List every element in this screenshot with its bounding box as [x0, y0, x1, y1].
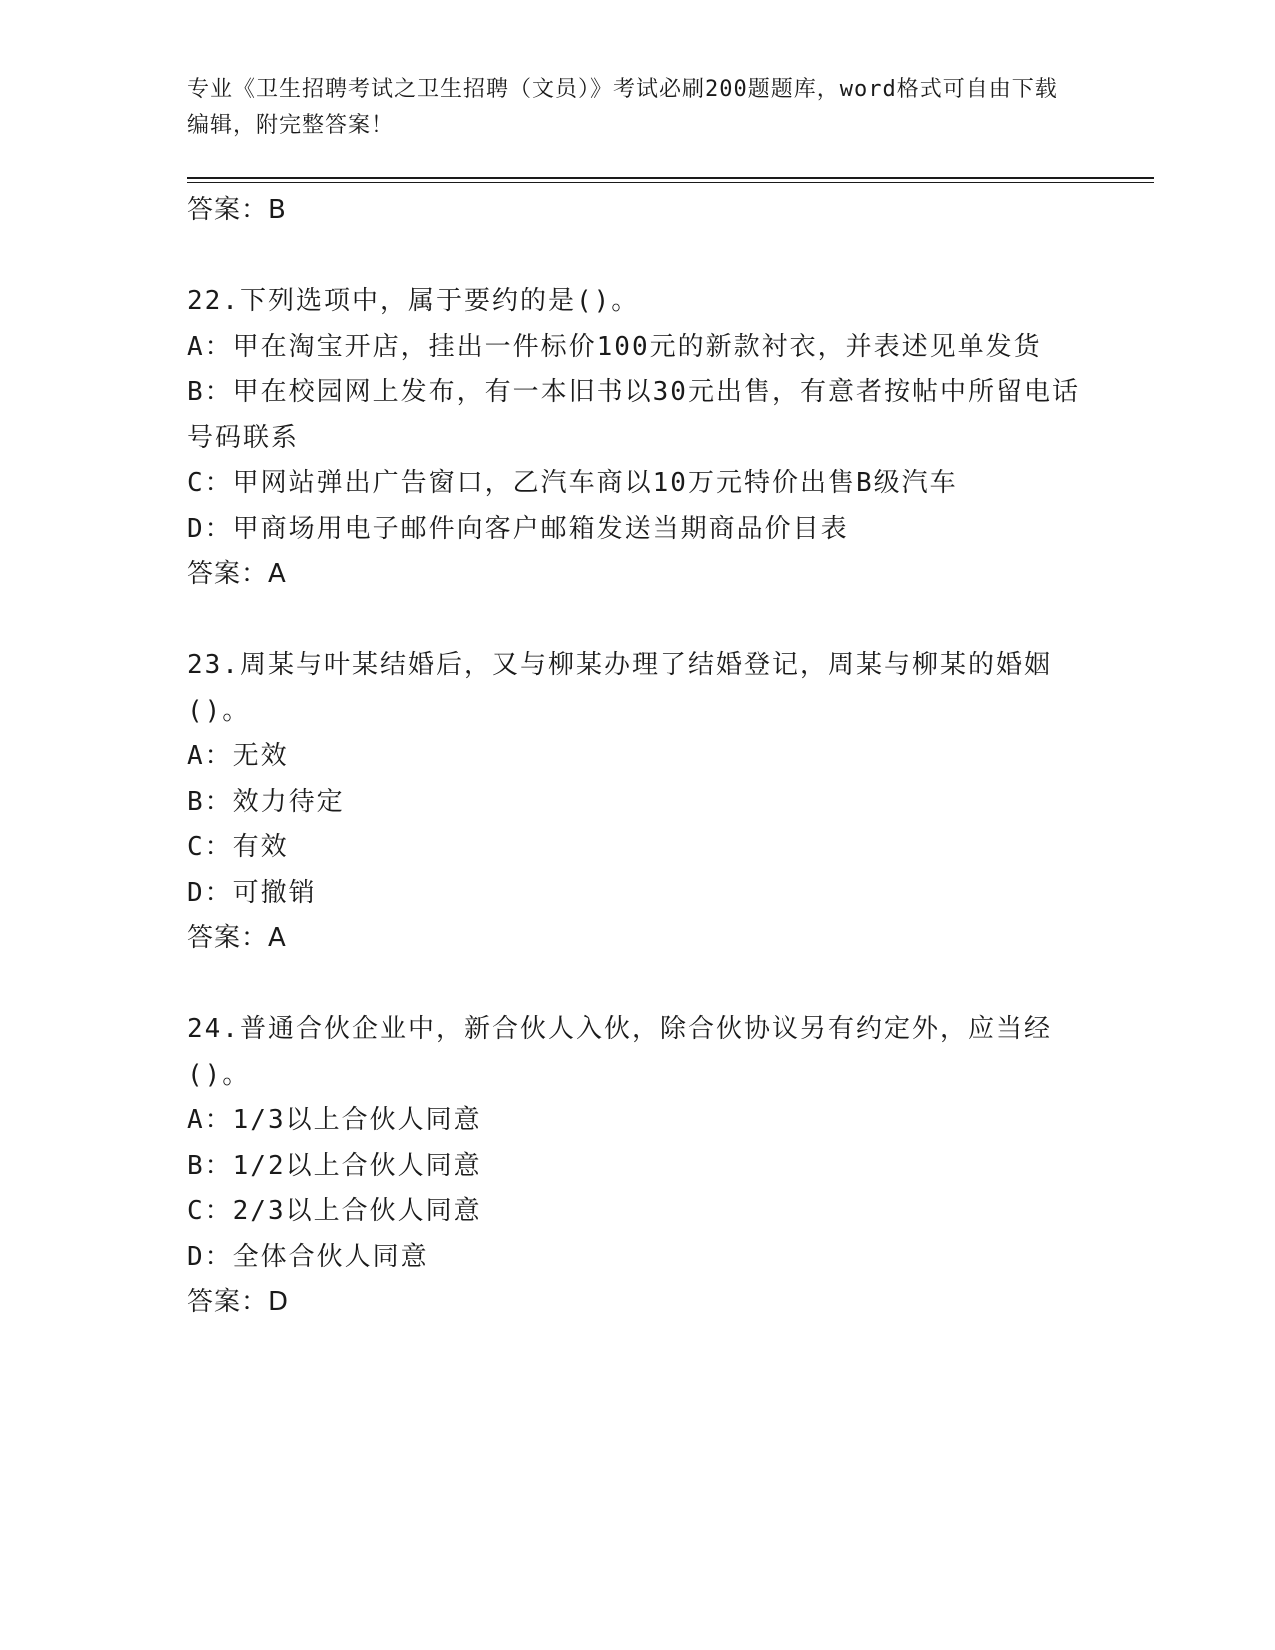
question-24: [187, 1007, 1087, 1326]
option-c: C：2/3以上合伙人同意: [187, 1196, 482, 1226]
option-c: C：甲网站弹出广告窗口，乙汽车商以10万元特价出售B级汽车: [187, 468, 958, 498]
previous-answer: 答案：B: [187, 195, 287, 225]
option-d: D：甲商场用电子邮件向客户邮箱发送当期商品价目表: [187, 513, 849, 544]
option-a: A：无效: [187, 741, 289, 771]
question-content: [187, 188, 1087, 1326]
option-d: D：全体合伙人同意: [187, 1241, 429, 1272]
question-stem: 24.普通合伙企业中，新合伙人入伙，除合伙协议另有约定外，应当经()。: [187, 1014, 1052, 1090]
question-22: [187, 279, 1087, 598]
header-rule-thick: [187, 177, 1154, 179]
answer: 答案：D: [187, 1287, 290, 1317]
header-rule-thin: [187, 182, 1154, 183]
option-b: B：1/2以上合伙人同意: [187, 1150, 482, 1181]
question-stem: 23.周某与叶某结婚后，又与柳某办理了结婚登记，周某与柳某的婚姻()。: [187, 650, 1052, 726]
spacer: [187, 234, 1087, 280]
answer: 答案：A: [187, 559, 287, 589]
answer: 答案：A: [187, 923, 287, 953]
spacer: [187, 598, 1087, 644]
option-a: A：甲在淘宝开店，挂出一件标价100元的新款衬衣，并表述见单发货: [187, 331, 1042, 362]
option-a: A：1/3以上合伙人同意: [187, 1105, 482, 1135]
option-b: B：效力待定: [187, 786, 345, 817]
option-c: C：有效: [187, 832, 289, 862]
document-header: 专业《卫生招聘考试之卫生招聘（文员）》考试必刷200题题库，word格式可自由下载编辑，附完整答案！: [187, 77, 1058, 138]
option-d: D：可撤销: [187, 877, 317, 908]
question-23: [187, 643, 1087, 962]
option-b: B：甲在校园网上发布，有一本旧书以30元出售，有意者按帖中所留电话号码联系: [187, 377, 1080, 453]
spacer: [187, 962, 1087, 1008]
question-stem: 22.下列选项中，属于要约的是()。: [187, 286, 640, 316]
